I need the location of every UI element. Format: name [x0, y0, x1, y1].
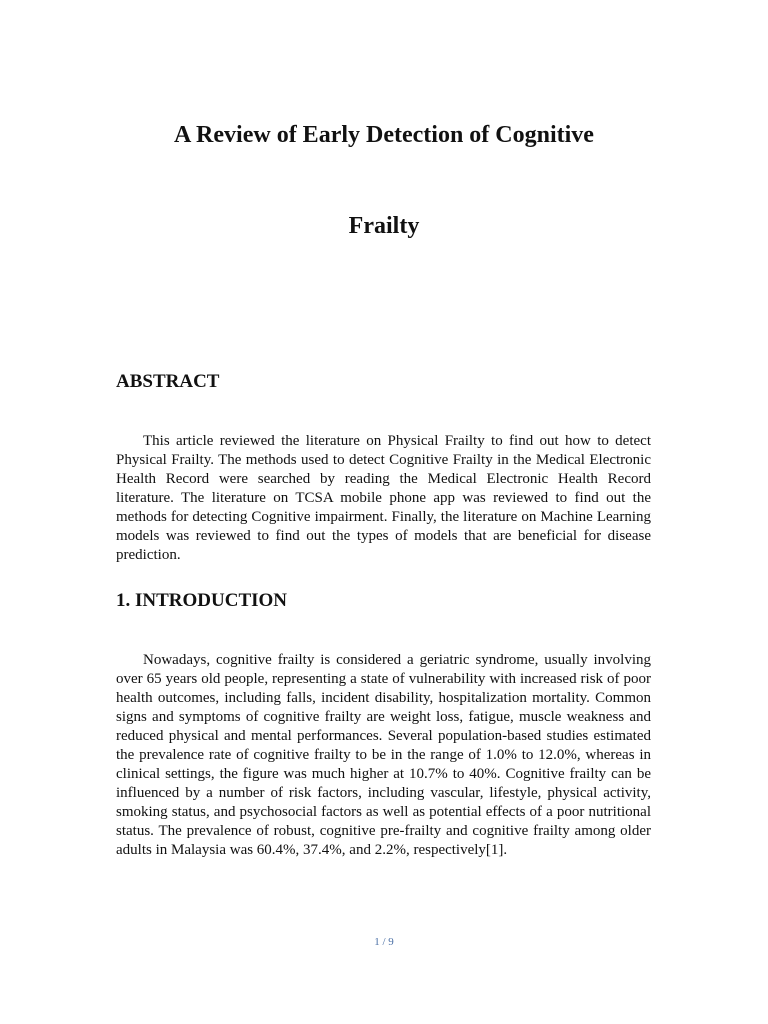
abstract-heading: ABSTRACT — [116, 371, 220, 392]
introduction-heading: 1. INTRODUCTION — [116, 590, 288, 611]
page-number-indicator: 1 / 9 — [374, 936, 394, 948]
introduction-paragraph: Nowadays, cognitive frailty is considered a geriatric syndrome, usually involving over 65 years old people, representing a state of vulnerability with increased risk of poor health outcomes, including falls, incident disability, hospitalization mortality. Common signs and symptoms of cognitive frailty are weight loss, fatigue, muscle weakness and reduced physical and mental performances. Several population-based studies estimated the prevalence rate of cognitive frailty to be in the range of 1.0% to 12.0%, whereas in clinical settings, the figure was much higher at 10.7% to 40%. Cognitive frailty can be influenced by a number of risk factors, including vascular, lifestyle, physical activity, smoking status, and psychosocial factors as well as potential effects of a poor nutritional status. The prevalence of robust, cognitive pre-frailty and cognitive frailty among older adults in Malaysia was 60.4%, 37.4%, and 2.2%, respectively[1]. — [116, 652, 651, 858]
document-title-line-1: A Review of Early Detection of Cognitive — [174, 122, 594, 148]
abstract-paragraph: This article reviewed the literature on Physical Frailty to find out how to detect Physical Frailty. The methods used to detect Cognitive Frailty in the Medical Electronic Health Record were searched by reading the Medical Electronic Health Record literature. The literature on TCSA mobile phone app was reviewed to find out the methods for detecting Cognitive impairment. Finally, the literature on Machine Learning models was reviewed to find out the types of models that are beneficial for disease prediction. — [116, 433, 651, 563]
document-title-line-2: Frailty — [348, 213, 420, 239]
